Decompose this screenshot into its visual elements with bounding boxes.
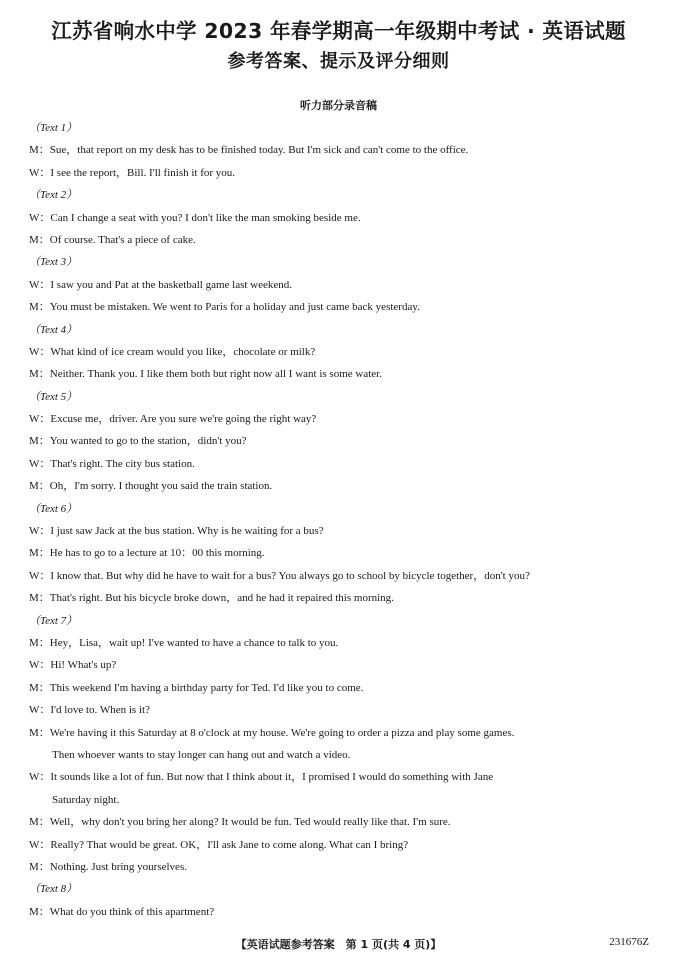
transcript-line: Then whoever wants to stay longer can hang out and watch a video.: [52, 748, 351, 761]
transcript-line: M：That's right. But his bicycle broke down，and he had it repaired this morning.: [29, 592, 394, 605]
transcript-line: W：I'd love to. When is it?: [29, 704, 150, 717]
transcript-line: M：Sue，that report on my desk has to be finished today. But I'm sick and can't come to the office.: [29, 144, 469, 157]
text-section-label: （Text 3）: [29, 256, 78, 269]
transcript-line: M：He has to go to a lecture at 10：00 this morning.: [29, 547, 265, 560]
transcript-line: W：Hi! What's up?: [29, 659, 117, 672]
text-section-label: （Text 5）: [29, 390, 78, 403]
transcript-body: [29, 117, 654, 923]
transcript-line: M：You wanted to go to the station，didn't you?: [29, 435, 247, 448]
transcript-line: Saturday night.: [52, 793, 120, 806]
transcript-line: M：Neither. Thank you. I like them both but right now all I want is some water.: [29, 368, 382, 381]
transcript-line: W：I know that. But why did he have to wait for a bus? You always go to school by bicycle together，don't you?: [29, 569, 530, 582]
text-section-label: （Text 7）: [29, 614, 78, 627]
transcript-line: M：What do you think of this apartment?: [29, 905, 215, 918]
transcript-line: M：Oh，I'm sorry. I thought you said the train station.: [29, 480, 273, 493]
transcript-line: W：Excuse me，driver. Are you sure we're going the right way?: [29, 413, 317, 426]
transcript-line: W：Can I change a seat with you? I don't like the man smoking beside me.: [29, 211, 361, 224]
transcript-line: M：Nothing. Just bring yourselves.: [29, 860, 187, 873]
text-section-label: （Text 1）: [29, 122, 78, 134]
transcript-line: W：It sounds like a lot of fun. But now that I think about it，I promised I would do something with Jane: [29, 771, 494, 784]
text-section-label: （Text 2）: [29, 189, 78, 202]
document-subtitle: 参考答案、提示及评分细则: [227, 51, 450, 72]
transcript-line: W：I saw you and Pat at the basketball game last weekend.: [29, 278, 293, 291]
section-heading: 听力部分录音稿: [300, 99, 377, 112]
transcript-line: M：You must be mistaken. We went to Paris for a holiday and just came back yesterday.: [29, 301, 420, 314]
text-section-label: （Text 6）: [29, 502, 78, 515]
transcript-line: M：We're having it this Saturday at 8 o'clock at my house. We're going to order a pizza and play some games.: [29, 726, 515, 739]
transcript-line: W：I see the report，Bill. I'll finish it for you.: [29, 166, 236, 179]
document-code: 231676Z: [609, 936, 649, 948]
transcript-line: W：That's right. The city bus station.: [29, 457, 195, 470]
transcript-line: M：Hey，Lisa，wait up! I've wanted to have a chance to talk to you.: [29, 636, 339, 649]
document-title: 江苏省响水中学 2023 年春学期高一年级期中考试 · 英语试题: [51, 19, 626, 43]
text-section-label: （Text 4）: [29, 323, 78, 336]
transcript-line: M：Well，why don't you bring her along? It would be fun. Ted would really like that. I'm sure.: [29, 816, 451, 829]
page-footer: 【英语试题参考答案 第 1 页(共 4 页)】: [235, 938, 442, 951]
transcript-line: W：What kind of ice cream would you like，chocolate or milk?: [29, 345, 316, 358]
transcript-line: M：This weekend I'm having a birthday party for Ted. I'd like you to come.: [29, 681, 364, 694]
transcript-line: W：Really? That would be great. OK，I'll ask Jane to come along. What can I bring?: [29, 838, 409, 851]
transcript-line: W：I just saw Jack at the bus station. Why is he waiting for a bus?: [29, 525, 324, 538]
transcript-line: M：Of course. That's a piece of cake.: [29, 233, 196, 246]
text-section-label: （Text 8）: [29, 883, 78, 896]
